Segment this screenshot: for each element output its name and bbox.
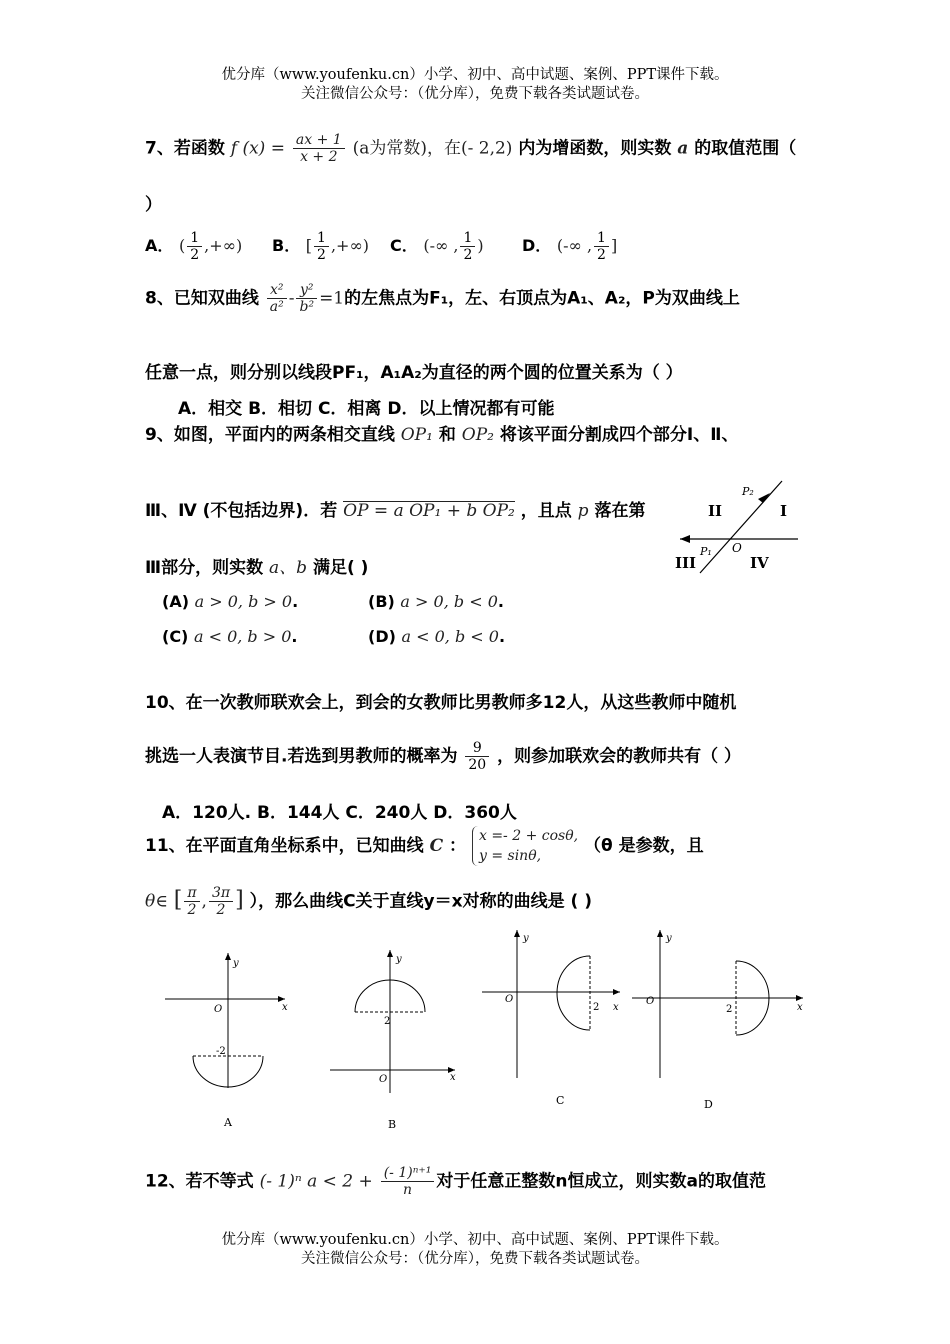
q9-line-3: Ⅲ部分，则实数 a、b 满足( ) [145,558,369,578]
q9-figure [670,475,810,585]
q7-option-c: C． (-∞ , $\frac{1}{2}$ ) [390,230,484,263]
q7-var: a [677,138,689,159]
svg-text:O: O [214,1004,223,1015]
p1-label: P₁ [700,545,712,558]
question-9: 9、如图，平面内的两条相交直线 OP₁ 和 OP₂ 将该平面分割成四个部分Ⅰ、Ⅱ、 [145,425,739,445]
q8-options: A．相交 B．相切 C．相离 D．以上情况都有可能 [178,399,555,419]
arrow-p1-icon [680,535,690,543]
q11-line-2: θ∈ [ $\frac{\pi}{2}$ , $\frac{3\pi}{2}$ ] ），那么曲线C关于直线y＝x对称的曲线是 ( ) [145,885,592,918]
q10-options: A．120人. B．144人 C．240人 D．360人 [162,803,517,823]
region-III: III [675,554,697,572]
question-10: 10、在一次教师联欢会上，到会的女教师比男教师多12人，从这些教师中随机 [145,693,737,713]
figure-c [482,930,620,1107]
q7-option-d: D． (-∞ , $\frac{1}{2}$ ] [522,230,618,263]
p2-label: P₂ [742,485,754,498]
figure-a [165,953,288,1129]
q7-close: ） [145,195,162,215]
svg-text:x: x [282,1002,288,1013]
arrow-p2-icon [758,493,770,503]
svg-text:D: D [704,1098,713,1111]
q7-option-b: B． [ $\frac{1}{2}$ ,+∞) [272,230,370,263]
q9-option-a: (A) a > 0, b > 0. [162,592,299,611]
region-IV: IV [750,554,769,572]
q11-figures [160,928,810,1138]
footer-line-1: 优分库（www.youfenku.cn）小学、初中、高中试题、案例、PPT课件下载。 [221,1232,729,1248]
svg-text:O: O [646,996,655,1007]
q7-option-a: A． ( $\frac{1}{2}$ ,+∞) [145,230,243,263]
svg-text:y: y [666,933,672,944]
svg-text:B: B [388,1118,397,1131]
q7-tail: 内为增函数，则实数 [518,138,672,159]
svg-text:A: A [224,1116,232,1129]
origin-label: O [732,541,742,555]
svg-text:-2: -2 [216,1046,226,1057]
q7-fx: f (x) = [230,138,285,159]
q10-line-2: 挑选一人表演节目.若选到男教师的概率为 $\frac{9}{20}$ ，则参加联欢会的教师共有（ ） [145,740,742,773]
header-line-2: 关注微信公众号：（优分库），免费下载各类试题试卷。 [301,86,649,102]
svg-text:y: y [523,933,529,944]
figure-b [330,950,456,1131]
svg-text:C: C [556,1094,565,1107]
q7-mid: (a为常数)，在(- 2,2) [352,138,513,159]
q9-option-d: (D) a < 0, b < 0. [368,627,506,646]
svg-text:O: O [379,1074,388,1085]
q7-lead: 7、若函数 [145,138,225,159]
q7-fraction: $\frac{ax + 1}{x + 2}$ [293,132,345,165]
line-op2 [700,481,782,573]
header-line-1: 优分库（www.youfenku.cn）小学、初中、高中试题、案例、PPT课件下载。 [221,67,729,83]
svg-text:x: x [797,1002,803,1013]
svg-text:O: O [505,994,514,1005]
region-I: I [780,502,788,520]
q7-tail2: 的取值范围（ [694,138,797,159]
question-11: 11、在平面直角坐标系中，已知曲线 C ： x =- 2 + cosθ, y = sinθ, （θ 是参数，且 [145,828,704,864]
svg-text:y: y [396,954,402,965]
figure-d [632,930,803,1111]
svg-text:y: y [233,958,239,969]
q9-line-2: Ⅲ、Ⅳ (不包括边界)．若 OP = a OP₁ + b OP₂ ，且点 p 落在第 [145,501,646,521]
q9-option-b: (B) a > 0, b < 0. [368,592,504,611]
svg-text:x: x [450,1072,456,1083]
region-II: II [708,502,723,520]
svg-text:2: 2 [593,1002,600,1013]
svg-text:x: x [613,1002,619,1013]
q8-line-2: 任意一点，则分别以线段PF₁，A₁A₂为直径的两个圆的位置关系为（ ） [145,363,683,383]
footer-line-2: 关注微信公众号：（优分库），免费下载各类试题试卷。 [301,1251,649,1267]
question-8: 8、已知双曲线 $\frac{\text{x²}}{\text{a²}}$ - $\frac{\text{y²}}{\text{b²}}$ =1的左焦点为F₁，左、右顶点为A₁、A₂，P为双曲线上 [145,282,740,315]
svg-text:2: 2 [384,1016,391,1027]
question-7 [145,132,796,165]
question-12: 12、若不等式 (- 1)ⁿ a < 2 + $\frac{\text{(- 1)ⁿ⁺¹}}{n}$ 对于任意正整数n恒成立，则实数a的取值范 [145,1165,766,1198]
q9-option-c: (C) a < 0, b > 0. [162,627,298,646]
svg-text:2: 2 [726,1004,733,1015]
